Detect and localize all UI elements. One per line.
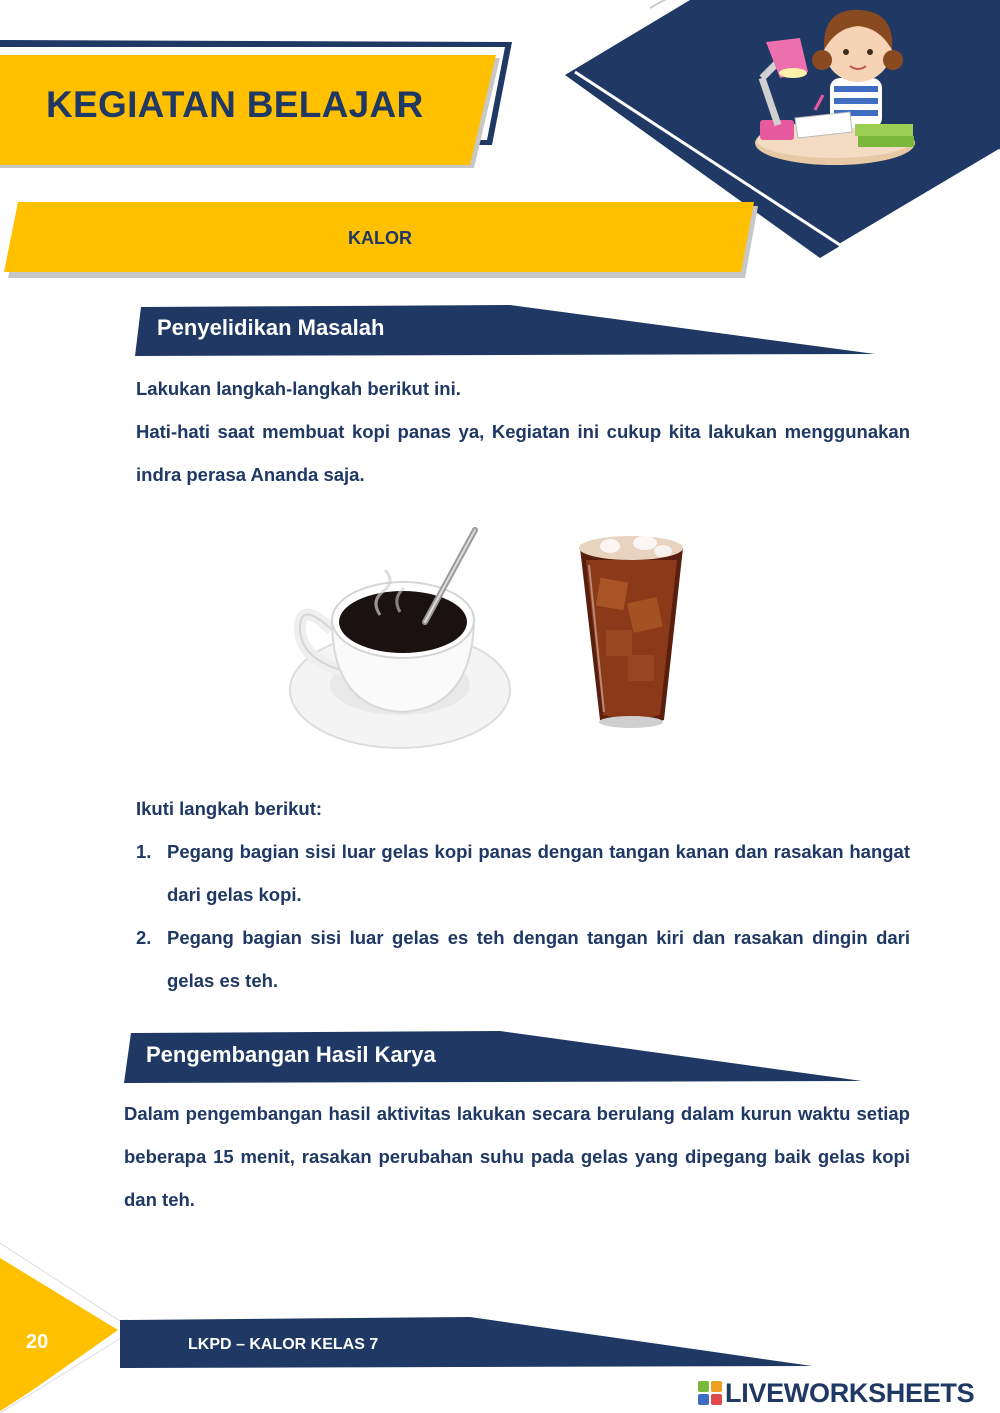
section2-text-block <box>124 1092 910 1221</box>
step-number: 2. <box>136 927 152 948</box>
list-item <box>136 830 910 916</box>
section1-intro: Lakukan langkah-langkah berikut ini. <box>136 378 461 399</box>
liveworksheets-brand[interactable] <box>698 1376 974 1410</box>
list-item <box>136 916 910 1002</box>
footer-label: LKPD – KALOR KELAS 7 <box>188 1336 379 1353</box>
hot-coffee-cup-image <box>290 530 510 748</box>
steps-intro-text: Ikuti langkah berikut: <box>136 798 323 819</box>
liveworksheets-logo-icon <box>698 1381 722 1405</box>
step-text: Pegang bagian sisi luar gelas es teh dengan tangan kiri dan rasakan dingin dari gelas es teh. <box>167 927 910 991</box>
steps-intro <box>136 787 910 830</box>
steps-list <box>136 830 910 1002</box>
section1-note: Hati-hati saat membuat kopi panas ya, Kegiatan ini cukup kita lakukan menggunakan indra perasa Ananda saja. <box>136 421 910 485</box>
step-text: Pegang bagian sisi luar gelas kopi panas dengan tangan kanan dan rasakan hangat dari gelas kopi. <box>167 841 910 905</box>
page-number: 20 <box>26 1331 49 1353</box>
section2-heading: Pengembangan Hasil Karya <box>146 1042 436 1067</box>
page-title: KEGIATAN BELAJAR <box>46 84 424 125</box>
brand-name: LIVEWORKSHEETS <box>725 1377 975 1408</box>
section1-heading: Penyelidikan Masalah <box>157 315 385 340</box>
step-number: 1. <box>136 841 152 862</box>
page-subtitle: KALOR <box>348 228 412 248</box>
section2-text: Dalam pengembangan hasil aktivitas lakukan secara berulang dalam kurun waktu setiap beberapa 15 menit, rasakan perubahan suhu pada gelas yang dipegang baik gelas kopi dan teh. <box>124 1103 910 1210</box>
iced-tea-glass-image <box>579 536 683 728</box>
section1-text <box>136 367 910 496</box>
